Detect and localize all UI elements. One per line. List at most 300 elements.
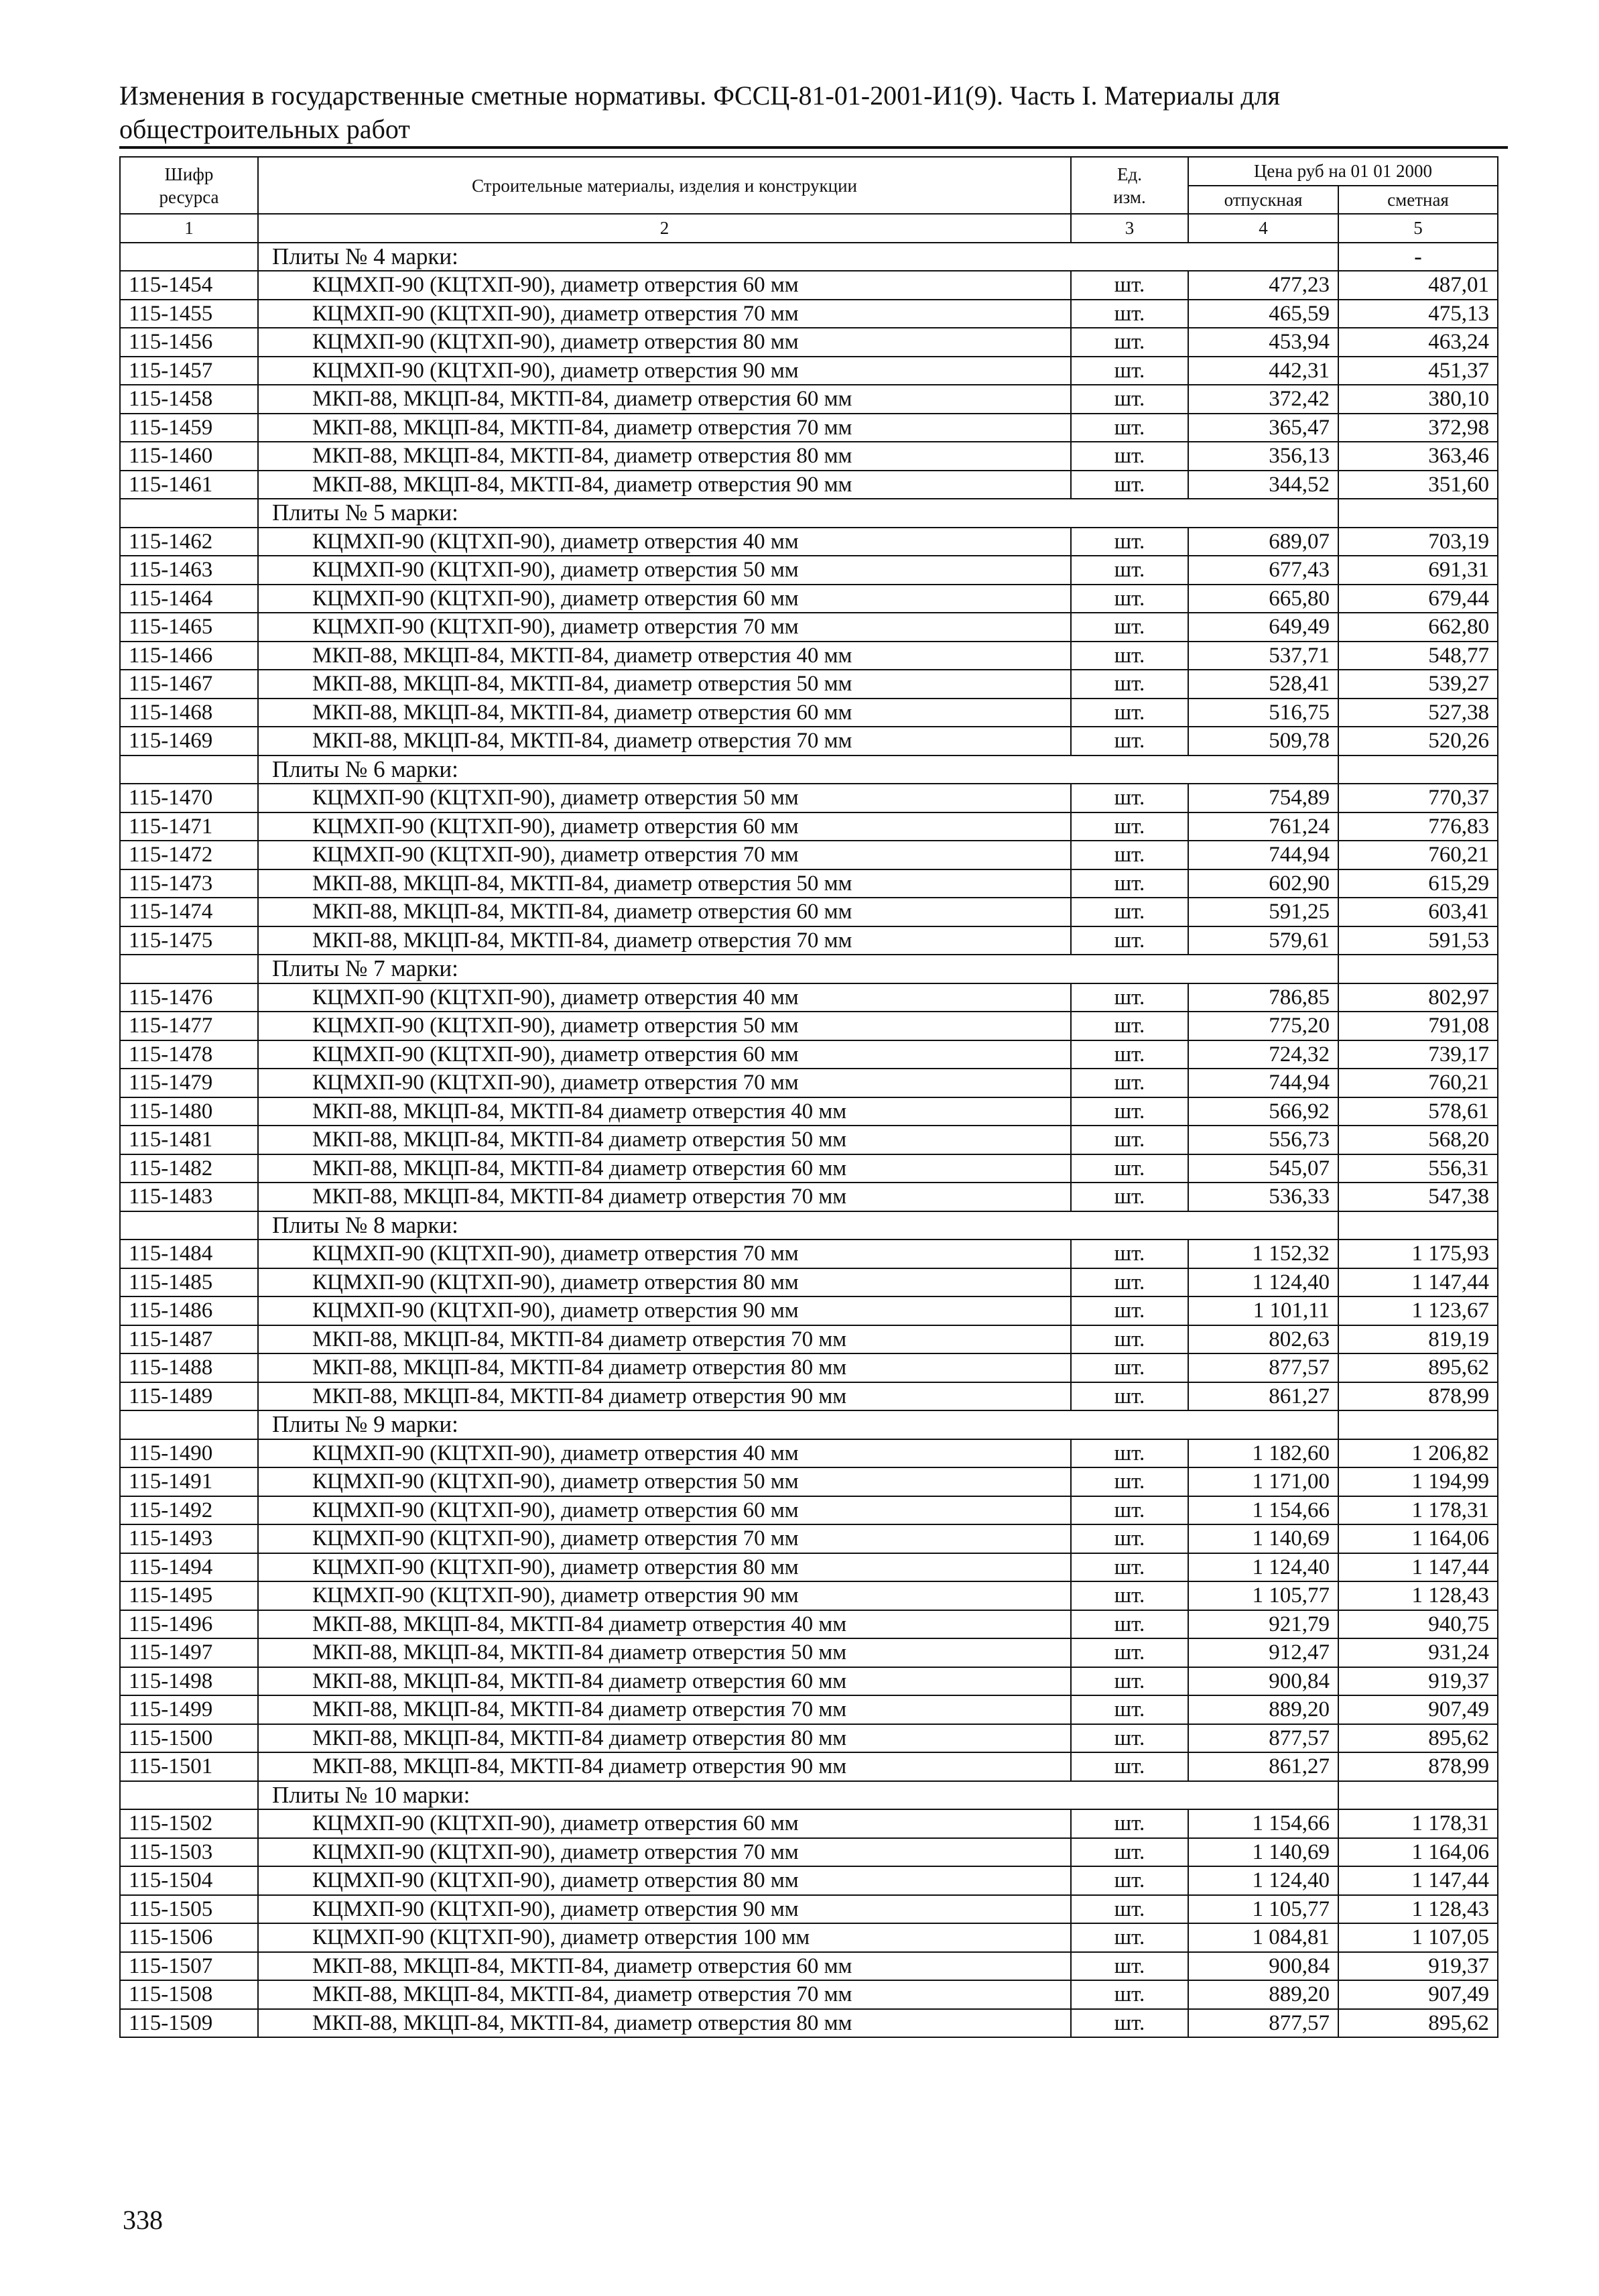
unit-cell: шт. — [1071, 670, 1188, 699]
unit-cell: шт. — [1071, 357, 1188, 385]
unit-cell: шт. — [1071, 1496, 1188, 1525]
estimate-price-cell: 475,13 — [1338, 300, 1498, 328]
unit-cell: шт. — [1071, 1809, 1188, 1838]
estimate-price-cell: 907,49 — [1338, 1695, 1498, 1724]
release-price-cell: 689,07 — [1188, 528, 1338, 556]
table-row — [120, 1866, 1498, 1895]
table-header — [120, 157, 1498, 243]
resource-code-cell: 115-1459 — [120, 414, 258, 442]
unit-cell: шт. — [1071, 1667, 1188, 1696]
unit-cell: шт. — [1071, 585, 1188, 613]
resource-code-cell: 115-1506 — [120, 1923, 258, 1952]
estimate-price-cell: 548,77 — [1338, 642, 1498, 670]
estimate-price-cell: 919,37 — [1338, 1667, 1498, 1696]
unit-cell: шт. — [1071, 869, 1188, 898]
release-price-cell: 477,23 — [1188, 271, 1338, 300]
resource-code-cell: 115-1491 — [120, 1467, 258, 1496]
resource-code-cell: 115-1457 — [120, 357, 258, 385]
table-row — [120, 1296, 1498, 1325]
unit-cell: шт. — [1071, 898, 1188, 926]
unit-cell: шт. — [1071, 1154, 1188, 1183]
table-row — [120, 1752, 1498, 1781]
resource-code-cell: 115-1499 — [120, 1695, 258, 1724]
release-price-cell: 1 154,66 — [1188, 1809, 1338, 1838]
release-price-cell: 877,57 — [1188, 1724, 1338, 1753]
table-row — [120, 1724, 1498, 1753]
table-row — [120, 1353, 1498, 1382]
unit-cell: шт. — [1071, 1268, 1188, 1297]
estimate-price-cell: 1 128,43 — [1338, 1895, 1498, 1924]
table-row — [120, 2009, 1498, 2038]
table-row — [120, 1382, 1498, 1411]
group-mark: - — [1338, 243, 1498, 271]
resource-code-cell: 115-1463 — [120, 556, 258, 585]
table-row — [120, 1809, 1498, 1838]
release-price-cell: 1 154,66 — [1188, 1496, 1338, 1525]
material-name-cell: КЦМХП-90 (КЦТХП-90), диаметр отверстия 50 мм — [258, 556, 1071, 585]
release-price-cell: 1 105,77 — [1188, 1895, 1338, 1924]
estimate-price-cell: 760,21 — [1338, 841, 1498, 869]
material-name-cell: КЦМХП-90 (КЦТХП-90), диаметр отверстия 90 мм — [258, 357, 1071, 385]
group-header-row — [120, 1781, 1498, 1810]
material-name-cell: МКП-88, МКЦП-84, МКТП-84 диаметр отверстия 40 мм — [258, 1097, 1071, 1126]
table-row — [120, 1126, 1498, 1154]
table-row — [120, 357, 1498, 385]
estimate-price-cell: 1 194,99 — [1338, 1467, 1498, 1496]
material-name-cell: МКП-88, МКЦП-84, МКТП-84, диаметр отверстия 60 мм — [258, 699, 1071, 727]
estimate-price-cell: 1 206,82 — [1338, 1439, 1498, 1468]
resource-code-cell: 115-1492 — [120, 1496, 258, 1525]
table-row — [120, 1097, 1498, 1126]
estimate-price-cell: 878,99 — [1338, 1752, 1498, 1781]
unit-cell: шт. — [1071, 385, 1188, 414]
unit-cell: шт. — [1071, 1240, 1188, 1268]
unit-cell: шт. — [1071, 2009, 1188, 2038]
header-name: Строительные материалы, изделия и конструкции — [258, 157, 1071, 214]
release-price-cell: 591,25 — [1188, 898, 1338, 926]
material-name-cell: КЦМХП-90 (КЦТХП-90), диаметр отверстия 90 мм — [258, 1296, 1071, 1325]
material-name-cell: МКП-88, МКЦП-84, МКТП-84 диаметр отверстия 80 мм — [258, 1353, 1071, 1382]
table-row — [120, 1838, 1498, 1867]
group-mark — [1338, 955, 1498, 983]
release-price-cell: 537,71 — [1188, 642, 1338, 670]
table-row — [120, 556, 1498, 585]
table-row — [120, 1268, 1498, 1297]
resource-code-cell: 115-1489 — [120, 1382, 258, 1411]
group-header-row — [120, 243, 1498, 271]
group-title: Плиты № 5 марки: — [258, 499, 1338, 528]
table-body — [120, 243, 1498, 2038]
estimate-price-cell: 907,49 — [1338, 1980, 1498, 2009]
table-row — [120, 1952, 1498, 1981]
resource-code-cell: 115-1482 — [120, 1154, 258, 1183]
table-row — [120, 642, 1498, 670]
column-number-row — [120, 214, 1498, 243]
header-code: Шифр ресурса — [120, 157, 258, 214]
unit-cell: шт. — [1071, 1695, 1188, 1724]
estimate-price-cell: 463,24 — [1338, 328, 1498, 357]
group-mark — [1338, 1211, 1498, 1240]
resource-code-cell: 115-1476 — [120, 983, 258, 1012]
estimate-price-cell: 1 147,44 — [1338, 1268, 1498, 1297]
release-price-cell: 1 124,40 — [1188, 1553, 1338, 1582]
estimate-price-cell: 895,62 — [1338, 1724, 1498, 1753]
estimate-price-cell: 679,44 — [1338, 585, 1498, 613]
resource-code-cell: 115-1474 — [120, 898, 258, 926]
resource-code-cell: 115-1464 — [120, 585, 258, 613]
estimate-price-cell: 776,83 — [1338, 812, 1498, 841]
table-row — [120, 1240, 1498, 1268]
unit-cell: шт. — [1071, 983, 1188, 1012]
unit-cell: шт. — [1071, 414, 1188, 442]
table-row — [120, 983, 1498, 1012]
estimate-price-cell: 931,24 — [1338, 1638, 1498, 1667]
unit-cell: шт. — [1071, 699, 1188, 727]
unit-cell: шт. — [1071, 300, 1188, 328]
estimate-price-cell: 556,31 — [1338, 1154, 1498, 1183]
resource-code-cell: 115-1501 — [120, 1752, 258, 1781]
material-name-cell: КЦМХП-90 (КЦТХП-90), диаметр отверстия 60 мм — [258, 1809, 1071, 1838]
release-price-cell: 877,57 — [1188, 2009, 1338, 2038]
estimate-price-cell: 1 123,67 — [1338, 1296, 1498, 1325]
material-name-cell: КЦМХП-90 (КЦТХП-90), диаметр отверстия 70 мм — [258, 613, 1071, 642]
group-title: Плиты № 10 марки: — [258, 1781, 1338, 1810]
release-price-cell: 649,49 — [1188, 613, 1338, 642]
resource-code-cell: 115-1478 — [120, 1040, 258, 1069]
material-name-cell: КЦМХП-90 (КЦТХП-90), диаметр отверстия 40 мм — [258, 528, 1071, 556]
release-price-cell: 556,73 — [1188, 1126, 1338, 1154]
header-release-price: отпускная — [1188, 186, 1338, 215]
material-name-cell: МКП-88, МКЦП-84, МКТП-84 диаметр отверстия 50 мм — [258, 1638, 1071, 1667]
group-title: Плиты № 4 марки: — [258, 243, 1338, 271]
group-code-cell — [120, 499, 258, 528]
material-name-cell: МКП-88, МКЦП-84, МКТП-84, диаметр отверстия 90 мм — [258, 471, 1071, 499]
unit-cell: шт. — [1071, 471, 1188, 499]
release-price-cell: 761,24 — [1188, 812, 1338, 841]
resource-code-cell: 115-1460 — [120, 442, 258, 471]
estimate-price-cell: 662,80 — [1338, 613, 1498, 642]
estimate-price-cell: 615,29 — [1338, 869, 1498, 898]
release-price-cell: 754,89 — [1188, 784, 1338, 812]
estimate-price-cell: 363,46 — [1338, 442, 1498, 471]
resource-code-cell: 115-1472 — [120, 841, 258, 869]
resource-code-cell: 115-1500 — [120, 1724, 258, 1753]
estimate-price-cell: 568,20 — [1338, 1126, 1498, 1154]
resource-code-cell: 115-1481 — [120, 1126, 258, 1154]
group-header-row — [120, 756, 1498, 784]
unit-cell: шт. — [1071, 1012, 1188, 1040]
resource-code-cell: 115-1488 — [120, 1353, 258, 1382]
resource-code-cell: 115-1490 — [120, 1439, 258, 1468]
material-name-cell: КЦМХП-90 (КЦТХП-90), диаметр отверстия 80 мм — [258, 1553, 1071, 1582]
release-price-cell: 372,42 — [1188, 385, 1338, 414]
table-row — [120, 1183, 1498, 1211]
unit-cell: шт. — [1071, 1439, 1188, 1468]
column-number: 1 — [120, 214, 258, 243]
column-number: 2 — [258, 214, 1071, 243]
header-unit: Ед. изм. — [1071, 157, 1188, 214]
group-title: Плиты № 7 марки: — [258, 955, 1338, 983]
resource-code-cell: 115-1498 — [120, 1667, 258, 1696]
table-row — [120, 613, 1498, 642]
material-name-cell: МКП-88, МКЦП-84, МКТП-84, диаметр отверстия 70 мм — [258, 727, 1071, 756]
release-price-cell: 356,13 — [1188, 442, 1338, 471]
table-row — [120, 1695, 1498, 1724]
table-row — [120, 271, 1498, 300]
release-price-cell: 1 105,77 — [1188, 1581, 1338, 1610]
header-price-group: Цена руб на 01 01 2000 — [1188, 157, 1498, 186]
release-price-cell: 775,20 — [1188, 1012, 1338, 1040]
resource-code-cell: 115-1484 — [120, 1240, 258, 1268]
resource-code-cell: 115-1470 — [120, 784, 258, 812]
estimate-price-cell: 895,62 — [1338, 2009, 1498, 2038]
material-name-cell: КЦМХП-90 (КЦТХП-90), диаметр отверстия 70 мм — [258, 1838, 1071, 1867]
estimate-price-cell: 520,26 — [1338, 727, 1498, 756]
material-name-cell: МКП-88, МКЦП-84, МКТП-84 диаметр отверстия 60 мм — [258, 1154, 1071, 1183]
release-price-cell: 602,90 — [1188, 869, 1338, 898]
table-row — [120, 926, 1498, 955]
unit-cell: шт. — [1071, 1838, 1188, 1867]
resource-code-cell: 115-1503 — [120, 1838, 258, 1867]
estimate-price-cell: 940,75 — [1338, 1610, 1498, 1639]
resource-code-cell: 115-1469 — [120, 727, 258, 756]
unit-cell: шт. — [1071, 556, 1188, 585]
resource-code-cell: 115-1494 — [120, 1553, 258, 1582]
release-price-cell: 861,27 — [1188, 1752, 1338, 1781]
material-name-cell: КЦМХП-90 (КЦТХП-90), диаметр отверстия 60 мм — [258, 1496, 1071, 1525]
release-price-cell: 677,43 — [1188, 556, 1338, 585]
table-row — [120, 1610, 1498, 1639]
material-name-cell: МКП-88, МКЦП-84, МКТП-84, диаметр отверстия 50 мм — [258, 869, 1071, 898]
unit-cell: шт. — [1071, 1581, 1188, 1610]
release-price-cell: 900,84 — [1188, 1952, 1338, 1981]
table-row — [120, 784, 1498, 812]
material-name-cell: МКП-88, МКЦП-84, МКТП-84, диаметр отверстия 60 мм — [258, 898, 1071, 926]
unit-cell: шт. — [1071, 1126, 1188, 1154]
material-name-cell: МКП-88, МКЦП-84, МКТП-84, диаметр отверстия 40 мм — [258, 642, 1071, 670]
table-row — [120, 1581, 1498, 1610]
material-name-cell: КЦМХП-90 (КЦТХП-90), диаметр отверстия 100 мм — [258, 1923, 1071, 1952]
release-price-cell: 344,52 — [1188, 471, 1338, 499]
resource-code-cell: 115-1479 — [120, 1069, 258, 1097]
unit-cell: шт. — [1071, 328, 1188, 357]
release-price-cell: 724,32 — [1188, 1040, 1338, 1069]
material-name-cell: МКП-88, МКЦП-84, МКТП-84, диаметр отверстия 60 мм — [258, 1952, 1071, 1981]
resource-code-cell: 115-1477 — [120, 1012, 258, 1040]
resource-code-cell: 115-1508 — [120, 1980, 258, 2009]
material-name-cell: КЦМХП-90 (КЦТХП-90), диаметр отверстия 50 мм — [258, 784, 1071, 812]
estimate-price-cell: 1 164,06 — [1338, 1838, 1498, 1867]
resource-code-cell: 115-1487 — [120, 1325, 258, 1354]
material-name-cell: МКП-88, МКЦП-84, МКТП-84 диаметр отверстия 40 мм — [258, 1610, 1071, 1639]
unit-cell: шт. — [1071, 1923, 1188, 1952]
release-price-cell: 1 140,69 — [1188, 1524, 1338, 1553]
resource-code-cell: 115-1461 — [120, 471, 258, 499]
table-row — [120, 1012, 1498, 1040]
resource-code-cell: 115-1473 — [120, 869, 258, 898]
table-row — [120, 300, 1498, 328]
release-price-cell: 1 084,81 — [1188, 1923, 1338, 1952]
table-row — [120, 898, 1498, 926]
resource-code-cell: 115-1509 — [120, 2009, 258, 2038]
unit-cell: шт. — [1071, 1353, 1188, 1382]
resource-code-cell: 115-1496 — [120, 1610, 258, 1639]
release-price-cell: 1 152,32 — [1188, 1240, 1338, 1268]
group-mark — [1338, 499, 1498, 528]
title-rule — [119, 146, 1508, 149]
material-name-cell: МКП-88, МКЦП-84, МКТП-84, диаметр отверстия 50 мм — [258, 670, 1071, 699]
release-price-cell: 516,75 — [1188, 699, 1338, 727]
release-price-cell: 889,20 — [1188, 1980, 1338, 2009]
release-price-cell: 861,27 — [1188, 1382, 1338, 1411]
material-name-cell: МКП-88, МКЦП-84, МКТП-84 диаметр отверстия 90 мм — [258, 1752, 1071, 1781]
table-row — [120, 1895, 1498, 1924]
release-price-cell: 1 101,11 — [1188, 1296, 1338, 1325]
table-row — [120, 1040, 1498, 1069]
resource-code-cell: 115-1465 — [120, 613, 258, 642]
estimate-price-cell: 1 175,93 — [1338, 1240, 1498, 1268]
material-name-cell: МКП-88, МКЦП-84, МКТП-84 диаметр отверстия 60 мм — [258, 1667, 1071, 1696]
table-row — [120, 1553, 1498, 1582]
page-title-line-1: Изменения в государственные сметные нормативы. ФССЦ-81-01-2001-И1(9). Часть I. Материалы для — [119, 80, 1281, 111]
estimate-price-cell: 919,37 — [1338, 1952, 1498, 1981]
resource-code-cell: 115-1507 — [120, 1952, 258, 1981]
estimate-price-cell: 372,98 — [1338, 414, 1498, 442]
group-mark — [1338, 1781, 1498, 1810]
material-name-cell: КЦМХП-90 (КЦТХП-90), диаметр отверстия 80 мм — [258, 328, 1071, 357]
page-title — [119, 79, 1507, 146]
group-code-cell — [120, 243, 258, 271]
release-price-cell: 566,92 — [1188, 1097, 1338, 1126]
group-code-cell — [120, 1410, 258, 1439]
table-row — [120, 1496, 1498, 1525]
release-price-cell: 1 124,40 — [1188, 1866, 1338, 1895]
resource-code-cell: 115-1495 — [120, 1581, 258, 1610]
material-name-cell: МКП-88, МКЦП-84, МКТП-84 диаметр отверстия 90 мм — [258, 1382, 1071, 1411]
unit-cell: шт. — [1071, 1069, 1188, 1097]
header-estimate-price: сметная — [1338, 186, 1498, 215]
material-name-cell: КЦМХП-90 (КЦТХП-90), диаметр отверстия 60 мм — [258, 585, 1071, 613]
group-code-cell — [120, 955, 258, 983]
unit-cell: шт. — [1071, 1724, 1188, 1753]
group-mark — [1338, 756, 1498, 784]
table-row — [120, 1154, 1498, 1183]
unit-cell: шт. — [1071, 528, 1188, 556]
estimate-price-cell: 895,62 — [1338, 1353, 1498, 1382]
unit-cell: шт. — [1071, 1610, 1188, 1639]
table-row — [120, 442, 1498, 471]
table-row — [120, 1467, 1498, 1496]
estimate-price-cell: 527,38 — [1338, 699, 1498, 727]
unit-cell: шт. — [1071, 1183, 1188, 1211]
table-row — [120, 385, 1498, 414]
page-title-line-2: общестроительных работ — [119, 114, 410, 144]
resource-code-cell: 115-1456 — [120, 328, 258, 357]
estimate-price-cell: 487,01 — [1338, 271, 1498, 300]
material-name-cell: КЦМХП-90 (КЦТХП-90), диаметр отверстия 80 мм — [258, 1866, 1071, 1895]
unit-cell: шт. — [1071, 841, 1188, 869]
material-name-cell: КЦМХП-90 (КЦТХП-90), диаметр отверстия 60 мм — [258, 812, 1071, 841]
estimate-price-cell: 1 178,31 — [1338, 1809, 1498, 1838]
unit-cell: шт. — [1071, 1040, 1188, 1069]
release-price-cell: 900,84 — [1188, 1667, 1338, 1696]
unit-cell: шт. — [1071, 1524, 1188, 1553]
table-row — [120, 1325, 1498, 1354]
material-name-cell: КЦМХП-90 (КЦТХП-90), диаметр отверстия 90 мм — [258, 1581, 1071, 1610]
material-name-cell: КЦМХП-90 (КЦТХП-90), диаметр отверстия 70 мм — [258, 1240, 1071, 1268]
group-header-row — [120, 499, 1498, 528]
resource-code-cell: 115-1466 — [120, 642, 258, 670]
release-price-cell: 1 140,69 — [1188, 1838, 1338, 1867]
release-price-cell: 442,31 — [1188, 357, 1338, 385]
table-row — [120, 528, 1498, 556]
resource-code-cell: 115-1475 — [120, 926, 258, 955]
estimate-price-cell: 578,61 — [1338, 1097, 1498, 1126]
estimate-price-cell: 791,08 — [1338, 1012, 1498, 1040]
material-name-cell: МКП-88, МКЦП-84, МКТП-84, диаметр отверстия 80 мм — [258, 2009, 1071, 2038]
table-row — [120, 812, 1498, 841]
estimate-price-cell: 691,31 — [1338, 556, 1498, 585]
page-number: 338 — [123, 2205, 163, 2235]
estimate-price-cell: 703,19 — [1338, 528, 1498, 556]
material-name-cell: МКП-88, МКЦП-84, МКТП-84 диаметр отверстия 50 мм — [258, 1126, 1071, 1154]
estimate-price-cell: 603,41 — [1338, 898, 1498, 926]
group-title: Плиты № 8 марки: — [258, 1211, 1338, 1240]
estimate-price-cell: 1 178,31 — [1338, 1496, 1498, 1525]
release-price-cell: 1 182,60 — [1188, 1439, 1338, 1468]
material-name-cell: МКП-88, МКЦП-84, МКТП-84 диаметр отверстия 70 мм — [258, 1325, 1071, 1354]
unit-cell: шт. — [1071, 613, 1188, 642]
material-name-cell: МКП-88, МКЦП-84, МКТП-84 диаметр отверстия 70 мм — [258, 1695, 1071, 1724]
material-name-cell: КЦМХП-90 (КЦТХП-90), диаметр отверстия 70 мм — [258, 1524, 1071, 1553]
resource-code-cell: 115-1497 — [120, 1638, 258, 1667]
resource-code-cell: 115-1462 — [120, 528, 258, 556]
resource-code-cell: 115-1480 — [120, 1097, 258, 1126]
table-row — [120, 328, 1498, 357]
material-name-cell: КЦМХП-90 (КЦТХП-90), диаметр отверстия 70 мм — [258, 1069, 1071, 1097]
unit-cell: шт. — [1071, 926, 1188, 955]
material-name-cell: КЦМХП-90 (КЦТХП-90), диаметр отверстия 60 мм — [258, 1040, 1071, 1069]
material-name-cell: КЦМХП-90 (КЦТХП-90), диаметр отверстия 50 мм — [258, 1012, 1071, 1040]
table-row — [120, 1439, 1498, 1468]
estimate-price-cell: 451,37 — [1338, 357, 1498, 385]
estimate-price-cell: 591,53 — [1338, 926, 1498, 955]
table-row — [120, 1667, 1498, 1696]
resource-code-cell: 115-1483 — [120, 1183, 258, 1211]
release-price-cell: 453,94 — [1188, 328, 1338, 357]
resource-code-cell: 115-1471 — [120, 812, 258, 841]
unit-cell: шт. — [1071, 1553, 1188, 1582]
estimate-price-cell: 351,60 — [1338, 471, 1498, 499]
table-row — [120, 1638, 1498, 1667]
table-row — [120, 869, 1498, 898]
material-name-cell: КЦМХП-90 (КЦТХП-90), диаметр отверстия 40 мм — [258, 983, 1071, 1012]
unit-cell: шт. — [1071, 1382, 1188, 1411]
release-price-cell: 509,78 — [1188, 727, 1338, 756]
table-row — [120, 585, 1498, 613]
table-row — [120, 841, 1498, 869]
material-name-cell: КЦМХП-90 (КЦТХП-90), диаметр отверстия 50 мм — [258, 1467, 1071, 1496]
column-number: 5 — [1338, 214, 1498, 243]
material-name-cell: МКП-88, МКЦП-84, МКТП-84, диаметр отверстия 70 мм — [258, 414, 1071, 442]
table-row — [120, 670, 1498, 699]
estimate-price-cell: 1 147,44 — [1338, 1866, 1498, 1895]
unit-cell: шт. — [1071, 271, 1188, 300]
column-number: 3 — [1071, 214, 1188, 243]
resource-code-cell: 115-1454 — [120, 271, 258, 300]
release-price-cell: 545,07 — [1188, 1154, 1338, 1183]
unit-cell: шт. — [1071, 1097, 1188, 1126]
